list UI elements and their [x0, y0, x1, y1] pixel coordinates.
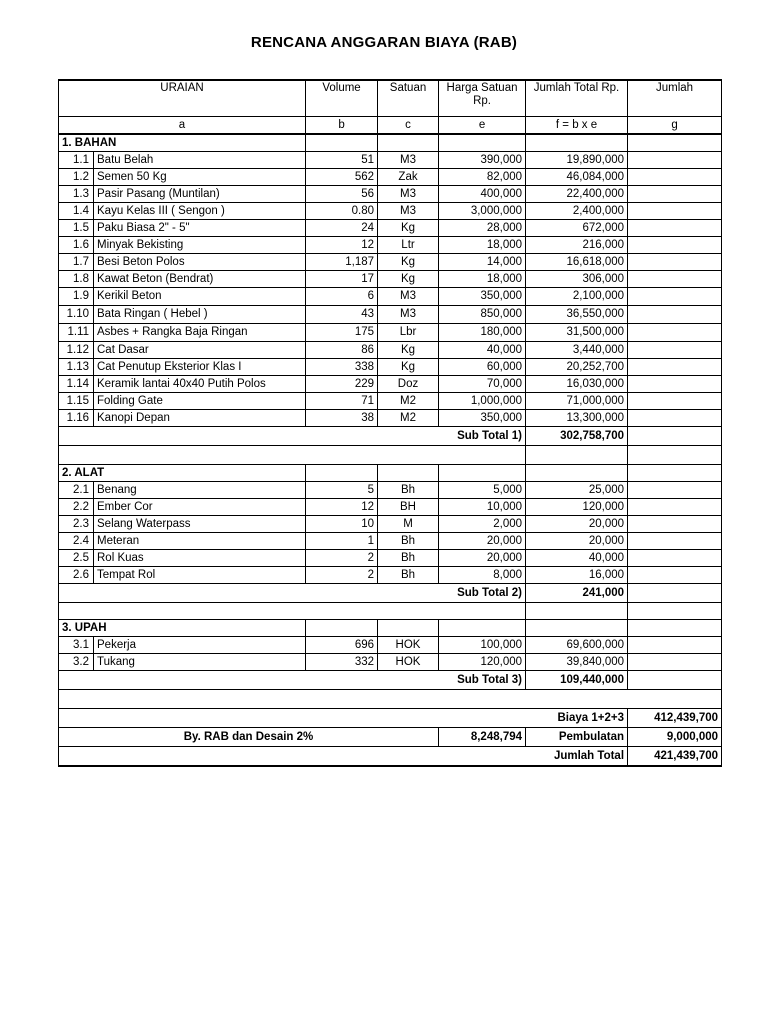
item-unit-price: 20,000	[439, 533, 526, 550]
item-jumlah	[628, 254, 722, 271]
item-unit-price: 18,000	[439, 271, 526, 288]
blank-row	[59, 690, 722, 709]
item-unit: M3	[378, 186, 439, 203]
item-volume: 1,187	[306, 254, 378, 271]
item-total: 20,000	[526, 516, 628, 533]
item-volume: 562	[306, 169, 378, 186]
item-volume: 1	[306, 533, 378, 550]
empty-cell	[59, 446, 526, 465]
item-jumlah	[628, 637, 722, 654]
item-number: 2.6	[59, 567, 94, 584]
item-volume: 0.80	[306, 203, 378, 220]
item-unit-price: 60,000	[439, 359, 526, 376]
table-row	[59, 220, 722, 237]
item-number: 1.14	[59, 376, 94, 393]
table-row	[59, 186, 722, 203]
item-total: 120,000	[526, 499, 628, 516]
table-row	[59, 376, 722, 393]
item-total: 16,030,000	[526, 376, 628, 393]
item-unit-price: 100,000	[439, 637, 526, 654]
blank-row	[59, 446, 722, 465]
item-description: Asbes + Rangka Baja Ringan	[94, 324, 306, 342]
item-volume: 56	[306, 186, 378, 203]
summary-total-row	[59, 747, 722, 767]
item-jumlah	[628, 288, 722, 306]
item-unit-price: 400,000	[439, 186, 526, 203]
item-volume: 71	[306, 393, 378, 410]
table-row	[59, 342, 722, 359]
item-unit: Bh	[378, 567, 439, 584]
item-jumlah	[628, 186, 722, 203]
item-total: 19,890,000	[526, 152, 628, 169]
item-unit: M2	[378, 410, 439, 427]
table-row	[59, 654, 722, 671]
subtotal-row	[59, 584, 722, 603]
page-title: RENCANA ANGGARAN BIAYA (RAB)	[250, 34, 518, 51]
item-description: Selang Waterpass	[94, 516, 306, 533]
item-volume: 229	[306, 376, 378, 393]
item-unit: M3	[378, 306, 439, 324]
item-number: 1.11	[59, 324, 94, 342]
item-volume: 175	[306, 324, 378, 342]
empty-cell	[378, 134, 439, 152]
item-description: Minyak Bekisting	[94, 237, 306, 254]
item-unit-price: 1,000,000	[439, 393, 526, 410]
item-total: 40,000	[526, 550, 628, 567]
table-row	[59, 533, 722, 550]
summary-rab-row	[59, 728, 722, 747]
item-number: 1.5	[59, 220, 94, 237]
summary-biaya-row	[59, 709, 722, 728]
item-description: Kawat Beton (Bendrat)	[94, 271, 306, 288]
item-description: Cat Dasar	[94, 342, 306, 359]
item-jumlah	[628, 550, 722, 567]
item-description: Kanopi Depan	[94, 410, 306, 427]
item-total: 2,400,000	[526, 203, 628, 220]
item-number: 2.2	[59, 499, 94, 516]
item-unit: Zak	[378, 169, 439, 186]
item-unit-price: 390,000	[439, 152, 526, 169]
item-jumlah	[628, 567, 722, 584]
item-description: Ember Cor	[94, 499, 306, 516]
letter-c: c	[378, 117, 439, 135]
empty-cell	[59, 603, 526, 620]
item-jumlah	[628, 410, 722, 427]
item-unit-price: 8,000	[439, 567, 526, 584]
item-number: 1.12	[59, 342, 94, 359]
item-unit-price: 82,000	[439, 169, 526, 186]
item-total: 216,000	[526, 237, 628, 254]
item-volume: 2	[306, 550, 378, 567]
table-row	[59, 567, 722, 584]
item-unit: HOK	[378, 637, 439, 654]
item-unit-price: 850,000	[439, 306, 526, 324]
item-unit-price: 120,000	[439, 654, 526, 671]
section-header-row	[59, 620, 722, 637]
table-row	[59, 482, 722, 499]
item-total: 71,000,000	[526, 393, 628, 410]
section-title: 1. BAHAN	[59, 134, 306, 152]
item-jumlah	[628, 169, 722, 186]
empty-cell	[628, 584, 722, 603]
item-description: Folding Gate	[94, 393, 306, 410]
item-unit: M	[378, 516, 439, 533]
item-total: 16,000	[526, 567, 628, 584]
rab-table	[58, 79, 722, 767]
table-row	[59, 499, 722, 516]
item-unit-price: 14,000	[439, 254, 526, 271]
letter-g: g	[628, 117, 722, 135]
item-total: 39,840,000	[526, 654, 628, 671]
section-title: 3. UPAH	[59, 620, 306, 637]
subtotal-row	[59, 427, 722, 446]
item-jumlah	[628, 342, 722, 359]
item-number: 1.9	[59, 288, 94, 306]
item-unit-price: 350,000	[439, 410, 526, 427]
header-harga-satuan: Harga Satuan Rp.	[439, 80, 526, 117]
item-unit-price: 18,000	[439, 237, 526, 254]
item-number: 1.16	[59, 410, 94, 427]
item-unit: Bh	[378, 533, 439, 550]
item-unit: Ltr	[378, 237, 439, 254]
item-description: Bata Ringan ( Hebel )	[94, 306, 306, 324]
item-unit-price: 350,000	[439, 288, 526, 306]
item-unit: M2	[378, 393, 439, 410]
empty-cell	[378, 465, 439, 482]
empty-cell	[526, 465, 628, 482]
empty-cell	[378, 620, 439, 637]
item-volume: 332	[306, 654, 378, 671]
item-description: Cat Penutup Eksterior Klas I	[94, 359, 306, 376]
item-unit: M3	[378, 203, 439, 220]
item-description: Benang	[94, 482, 306, 499]
empty-cell	[439, 134, 526, 152]
table-row	[59, 271, 722, 288]
letter-f: f = b x e	[526, 117, 628, 135]
item-volume: 12	[306, 499, 378, 516]
item-unit: Kg	[378, 359, 439, 376]
item-unit-price: 5,000	[439, 482, 526, 499]
table-row	[59, 306, 722, 324]
table-row	[59, 169, 722, 186]
table-row	[59, 516, 722, 533]
table-row	[59, 288, 722, 306]
item-unit: Doz	[378, 376, 439, 393]
section-header-row	[59, 465, 722, 482]
table-row	[59, 324, 722, 342]
letter-e: e	[439, 117, 526, 135]
empty-cell	[59, 690, 722, 709]
item-total: 36,550,000	[526, 306, 628, 324]
empty-cell	[628, 134, 722, 152]
table-row	[59, 203, 722, 220]
item-unit: M3	[378, 288, 439, 306]
table-row	[59, 359, 722, 376]
subtotal-value: 109,440,000	[526, 671, 628, 690]
item-unit-price: 20,000	[439, 550, 526, 567]
item-total: 2,100,000	[526, 288, 628, 306]
item-volume: 43	[306, 306, 378, 324]
rab-label: By. RAB dan Desain 2%	[59, 728, 439, 747]
table-row	[59, 550, 722, 567]
header-satuan: Satuan	[378, 80, 439, 117]
pembulatan-label: Pembulatan	[526, 728, 628, 747]
subtotal-label: Sub Total 2)	[59, 584, 526, 603]
header-jumlah: Jumlah	[628, 80, 722, 117]
item-jumlah	[628, 220, 722, 237]
item-volume: 24	[306, 220, 378, 237]
letter-b: b	[306, 117, 378, 135]
item-jumlah	[628, 533, 722, 550]
empty-cell	[628, 465, 722, 482]
item-unit: Kg	[378, 254, 439, 271]
item-description: Paku Biasa 2" - 5"	[94, 220, 306, 237]
empty-cell	[439, 465, 526, 482]
table-row	[59, 254, 722, 271]
item-total: 3,440,000	[526, 342, 628, 359]
empty-cell	[439, 620, 526, 637]
empty-cell	[628, 446, 722, 465]
biaya-value: 412,439,700	[628, 709, 722, 728]
biaya-label: Biaya 1+2+3	[59, 709, 628, 728]
item-jumlah	[628, 271, 722, 288]
empty-cell	[628, 603, 722, 620]
empty-cell	[526, 446, 628, 465]
item-volume: 338	[306, 359, 378, 376]
item-number: 2.3	[59, 516, 94, 533]
jumlah-total-label: Jumlah Total	[59, 747, 628, 767]
item-volume: 696	[306, 637, 378, 654]
item-number: 1.7	[59, 254, 94, 271]
item-total: 25,000	[526, 482, 628, 499]
item-unit: Kg	[378, 342, 439, 359]
subtotal-label: Sub Total 3)	[59, 671, 526, 690]
rab-value: 8,248,794	[439, 728, 526, 747]
section-title: 2. ALAT	[59, 465, 306, 482]
item-description: Tukang	[94, 654, 306, 671]
item-description: Kayu Kelas III ( Sengon )	[94, 203, 306, 220]
section-header-row	[59, 134, 722, 152]
item-unit: Bh	[378, 550, 439, 567]
item-unit-price: 70,000	[439, 376, 526, 393]
table-row	[59, 237, 722, 254]
item-total: 31,500,000	[526, 324, 628, 342]
item-number: 1.15	[59, 393, 94, 410]
item-description: Tempat Rol	[94, 567, 306, 584]
empty-cell	[628, 620, 722, 637]
item-unit-price: 28,000	[439, 220, 526, 237]
item-volume: 86	[306, 342, 378, 359]
subtotal-value: 302,758,700	[526, 427, 628, 446]
item-description: Pekerja	[94, 637, 306, 654]
item-number: 3.1	[59, 637, 94, 654]
item-total: 46,084,000	[526, 169, 628, 186]
item-unit-price: 2,000	[439, 516, 526, 533]
item-description: Besi Beton Polos	[94, 254, 306, 271]
item-number: 1.8	[59, 271, 94, 288]
item-number: 2.4	[59, 533, 94, 550]
item-total: 69,600,000	[526, 637, 628, 654]
jumlah-total-value: 421,439,700	[628, 747, 722, 767]
item-volume: 51	[306, 152, 378, 169]
empty-cell	[526, 134, 628, 152]
item-volume: 6	[306, 288, 378, 306]
item-unit-price: 40,000	[439, 342, 526, 359]
table-row	[59, 410, 722, 427]
item-total: 13,300,000	[526, 410, 628, 427]
item-description: Batu Belah	[94, 152, 306, 169]
item-jumlah	[628, 482, 722, 499]
item-number: 1.1	[59, 152, 94, 169]
subtotal-row	[59, 671, 722, 690]
table-row	[59, 637, 722, 654]
item-unit: Lbr	[378, 324, 439, 342]
item-jumlah	[628, 203, 722, 220]
header-uraian: URAIAN	[59, 80, 306, 117]
item-unit: BH	[378, 499, 439, 516]
item-description: Pasir Pasang (Muntilan)	[94, 186, 306, 203]
item-unit-price: 180,000	[439, 324, 526, 342]
header-row	[59, 80, 722, 117]
item-jumlah	[628, 359, 722, 376]
empty-cell	[628, 427, 722, 446]
item-unit: M3	[378, 152, 439, 169]
item-jumlah	[628, 324, 722, 342]
item-number: 1.10	[59, 306, 94, 324]
item-volume: 2	[306, 567, 378, 584]
empty-cell	[306, 465, 378, 482]
table-row	[59, 152, 722, 169]
header-jumlah-total: Jumlah Total Rp.	[526, 80, 628, 117]
item-unit: Bh	[378, 482, 439, 499]
item-total: 306,000	[526, 271, 628, 288]
item-unit: Kg	[378, 220, 439, 237]
item-number: 1.13	[59, 359, 94, 376]
item-jumlah	[628, 393, 722, 410]
empty-cell	[526, 620, 628, 637]
empty-cell	[306, 134, 378, 152]
item-volume: 12	[306, 237, 378, 254]
subtotal-label: Sub Total 1)	[59, 427, 526, 446]
item-unit: HOK	[378, 654, 439, 671]
item-total: 20,252,700	[526, 359, 628, 376]
empty-cell	[526, 603, 628, 620]
item-unit-price: 10,000	[439, 499, 526, 516]
item-unit-price: 3,000,000	[439, 203, 526, 220]
item-unit: Kg	[378, 271, 439, 288]
item-jumlah	[628, 499, 722, 516]
item-description: Semen 50 Kg	[94, 169, 306, 186]
item-description: Rol Kuas	[94, 550, 306, 567]
item-jumlah	[628, 516, 722, 533]
item-description: Keramik lantai 40x40 Putih Polos	[94, 376, 306, 393]
pembulatan-value: 9,000,000	[628, 728, 722, 747]
item-volume: 17	[306, 271, 378, 288]
item-number: 2.5	[59, 550, 94, 567]
header-volume: Volume	[306, 80, 378, 117]
empty-cell	[628, 671, 722, 690]
item-total: 20,000	[526, 533, 628, 550]
item-description: Kerikil Beton	[94, 288, 306, 306]
empty-cell	[306, 620, 378, 637]
item-number: 1.3	[59, 186, 94, 203]
table-row	[59, 393, 722, 410]
item-number: 1.4	[59, 203, 94, 220]
item-number: 3.2	[59, 654, 94, 671]
item-jumlah	[628, 654, 722, 671]
item-jumlah	[628, 152, 722, 169]
item-volume: 38	[306, 410, 378, 427]
item-volume: 10	[306, 516, 378, 533]
item-total: 672,000	[526, 220, 628, 237]
blank-row	[59, 603, 722, 620]
item-volume: 5	[306, 482, 378, 499]
item-total: 16,618,000	[526, 254, 628, 271]
item-jumlah	[628, 237, 722, 254]
column-letter-row	[59, 117, 722, 135]
letter-a: a	[59, 117, 306, 135]
item-number: 1.6	[59, 237, 94, 254]
item-total: 22,400,000	[526, 186, 628, 203]
item-number: 1.2	[59, 169, 94, 186]
item-number: 2.1	[59, 482, 94, 499]
item-description: Meteran	[94, 533, 306, 550]
item-jumlah	[628, 376, 722, 393]
item-jumlah	[628, 306, 722, 324]
subtotal-value: 241,000	[526, 584, 628, 603]
